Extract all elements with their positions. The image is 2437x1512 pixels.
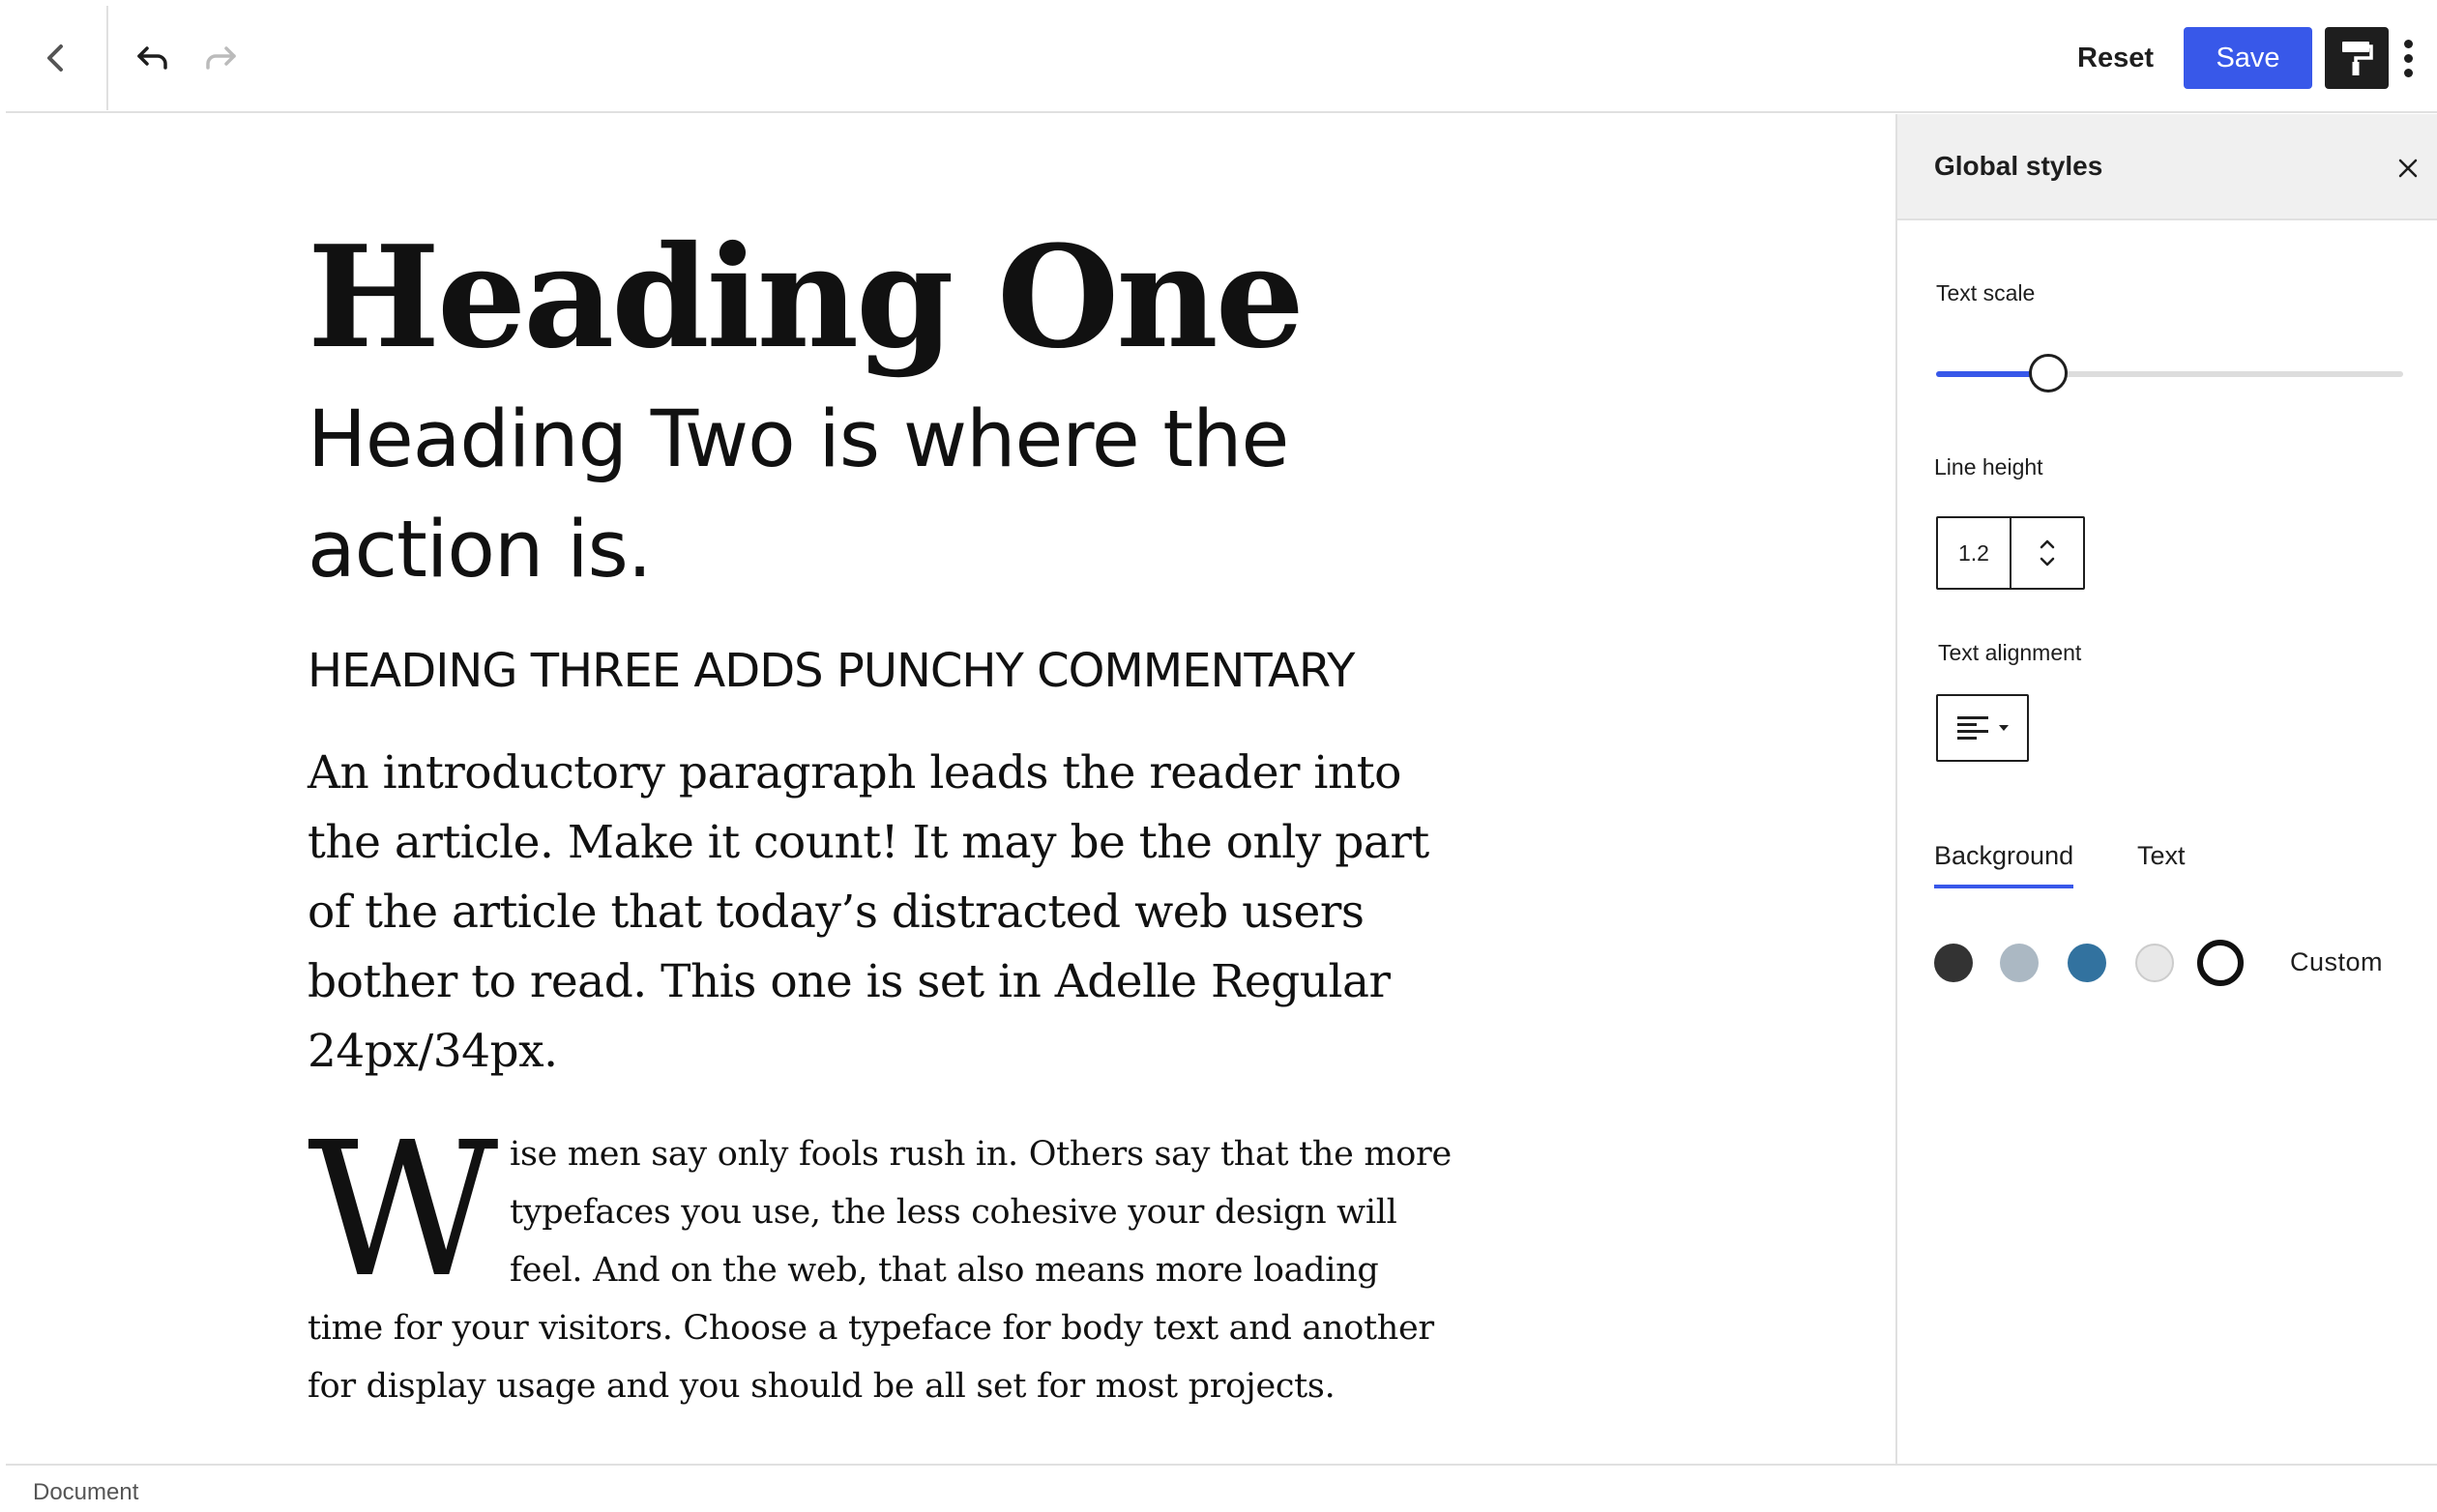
text-alignment-dropdown[interactable] bbox=[1936, 694, 2029, 762]
status-footer bbox=[6, 1464, 2437, 1512]
chevron-down-icon[interactable] bbox=[2038, 555, 2057, 568]
heading-three[interactable]: HEADING THREE ADDS PUNCHY COMMENTARY bbox=[308, 644, 1355, 698]
custom-color-button[interactable]: Custom bbox=[2290, 947, 2384, 976]
chevron-left-icon bbox=[42, 39, 71, 77]
text-scale-label: Text scale bbox=[1936, 280, 2036, 305]
close-sidebar-button[interactable] bbox=[2389, 149, 2427, 188]
swatch-light-gray[interactable] bbox=[2000, 944, 2039, 982]
close-icon bbox=[2396, 157, 2420, 180]
reset-button[interactable]: Reset bbox=[2077, 42, 2154, 73]
paint-roller-icon bbox=[2340, 39, 2373, 77]
text-scale-slider[interactable] bbox=[1936, 371, 2403, 377]
breadcrumb[interactable]: Document bbox=[33, 1479, 139, 1505]
slider-thumb[interactable] bbox=[2029, 354, 2068, 393]
drop-cap: W bbox=[308, 1103, 499, 1319]
text-alignment-label: Text alignment bbox=[1938, 640, 2082, 665]
top-toolbar bbox=[6, 0, 2437, 113]
line-height-label: Line height bbox=[1934, 454, 2043, 480]
swatch-blue[interactable] bbox=[2068, 944, 2106, 982]
intro-paragraph[interactable]: An introductory paragraph leads the reader into the article. Make it count! It may be the only part of the article that today’s distracted web users bother to read. This one is set in Adelle Regular 24px/34px. bbox=[308, 746, 1429, 1078]
swatch-white-selected[interactable] bbox=[2197, 940, 2244, 986]
heading-one[interactable]: Heading One bbox=[308, 216, 1302, 380]
global-styles-sidebar bbox=[1895, 114, 2437, 1464]
sidebar-header bbox=[1897, 114, 2437, 220]
redo-icon bbox=[201, 39, 240, 77]
line-height-input[interactable] bbox=[1936, 516, 2085, 590]
back-button[interactable] bbox=[6, 6, 108, 110]
tab-text[interactable]: Text bbox=[2137, 841, 2186, 870]
line-height-stepper[interactable] bbox=[2011, 518, 2083, 588]
sidebar-title: Global styles bbox=[1934, 151, 2103, 181]
editor-canvas bbox=[6, 114, 1895, 1464]
undo-button[interactable] bbox=[124, 29, 182, 87]
undo-icon bbox=[133, 39, 172, 77]
document-content bbox=[308, 216, 1468, 1415]
dropdown-caret-icon bbox=[1998, 723, 2010, 733]
tab-background[interactable]: Background bbox=[1934, 841, 2073, 888]
body-paragraph[interactable] bbox=[308, 1103, 1458, 1415]
align-left-icon bbox=[1955, 713, 1990, 742]
line-height-value[interactable]: 1.2 bbox=[1938, 518, 2011, 588]
more-options-button[interactable] bbox=[2393, 27, 2423, 89]
swatch-off-white[interactable] bbox=[2135, 944, 2174, 982]
chevron-up-icon[interactable] bbox=[2038, 538, 2057, 551]
redo-button[interactable] bbox=[191, 29, 250, 87]
styles-toggle-button[interactable] bbox=[2325, 27, 2389, 89]
save-button[interactable]: Save bbox=[2184, 27, 2312, 89]
heading-two[interactable]: Heading Two is where the action is. bbox=[308, 394, 1289, 596]
body-paragraph-text: ise men say only fools rush in. Others say that the more typefaces you use, the less cohesive your design will feel. And on the web, that also means more loading time for your visitors. Choose a typeface for body text and another for display usage and you should be all set for most projects. bbox=[308, 1135, 1452, 1406]
swatch-dark-gray[interactable] bbox=[1934, 944, 1973, 982]
more-vertical-icon bbox=[2404, 40, 2413, 48]
